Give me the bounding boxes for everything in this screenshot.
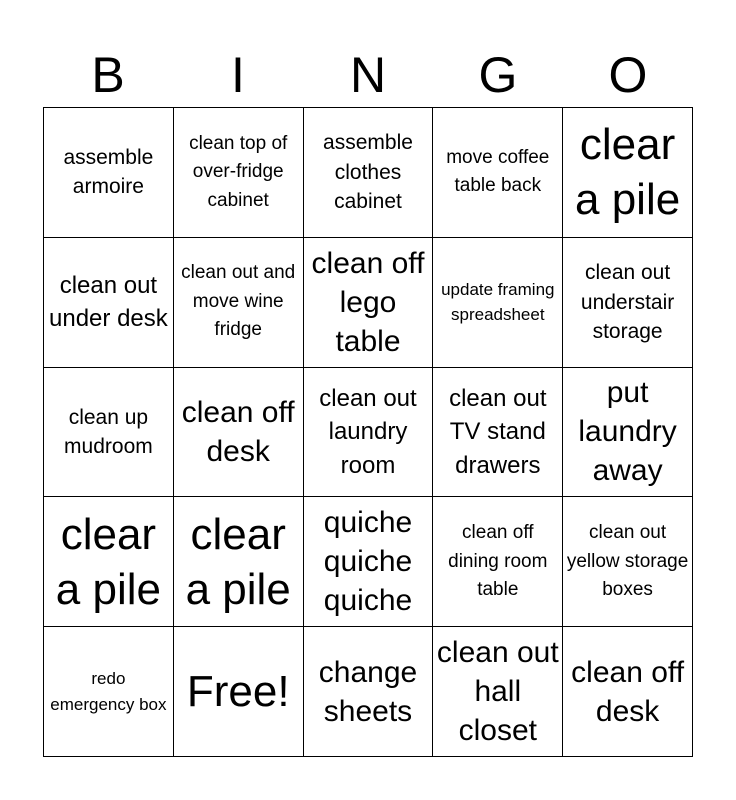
bingo-cell[interactable] — [174, 238, 304, 368]
header-letter-o: O — [608, 47, 648, 103]
cell-text: clean off dining room table — [448, 522, 548, 601]
bingo-cell[interactable] — [174, 368, 304, 498]
header-letter-g: G — [478, 47, 518, 103]
cell-text: clean out understair storage — [580, 261, 675, 343]
bingo-cell[interactable] — [563, 368, 693, 498]
bingo-cell[interactable] — [44, 497, 174, 627]
bingo-header — [43, 42, 693, 108]
cell-text: clean top of over-fridge cabinet — [189, 132, 288, 211]
cell-text: clear a pile — [575, 120, 681, 225]
cell-text: redo emergency box — [50, 669, 167, 714]
cell-text: clear a pile — [185, 509, 291, 614]
cell-text: clear a pile — [55, 509, 161, 614]
bingo-board — [43, 107, 693, 757]
bingo-cell[interactable] — [304, 368, 434, 498]
bingo-cell[interactable] — [563, 497, 693, 627]
bingo-cell[interactable] — [304, 238, 434, 368]
bingo-cell[interactable] — [174, 108, 304, 238]
bingo-cell[interactable] — [563, 238, 693, 368]
bingo-cell[interactable] — [433, 108, 563, 238]
cell-text: clean up mudroom — [64, 405, 153, 458]
cell-text: clean off lego table — [311, 246, 425, 358]
bingo-cell[interactable] — [304, 497, 434, 627]
bingo-cell[interactable] — [433, 238, 563, 368]
cell-text: clean out and move wine fridge — [181, 262, 296, 341]
cell-text: move coffee table back — [446, 146, 550, 197]
cell-text: clean out TV stand drawers — [449, 384, 547, 479]
bingo-cell[interactable] — [563, 108, 693, 238]
cell-text: assemble clothes cabinet — [323, 131, 413, 214]
cell-text: clean off desk — [181, 395, 295, 468]
cell-text: clean out yellow storage boxes — [566, 522, 689, 601]
cell-text: clean out hall closet — [436, 636, 559, 748]
cell-text: assemble armoire — [63, 146, 154, 199]
header-letter-i: I — [231, 47, 245, 103]
bingo-cell[interactable] — [174, 497, 304, 627]
bingo-cell[interactable] — [44, 238, 174, 368]
cell-text: update framing spreadsheet — [441, 279, 555, 325]
cell-text: put laundry away — [578, 376, 677, 488]
bingo-cell[interactable] — [433, 497, 563, 627]
bingo-cell[interactable] — [44, 108, 174, 238]
cell-text: clean off desk — [571, 655, 685, 728]
cell-text: clean out laundry room — [319, 384, 417, 479]
bingo-cell[interactable] — [304, 108, 434, 238]
free-space-cell[interactable] — [174, 627, 304, 757]
cell-text: clean out under desk — [49, 271, 168, 333]
bingo-cell[interactable] — [44, 368, 174, 498]
bingo-cell[interactable] — [433, 627, 563, 757]
bingo-cell[interactable] — [563, 627, 693, 757]
header-letter-b: B — [91, 47, 125, 103]
bingo-cell[interactable] — [44, 627, 174, 757]
header-letter-n: N — [349, 47, 387, 103]
cell-text: change sheets — [318, 655, 418, 728]
free-space-text: Free! — [186, 667, 290, 717]
bingo-cell[interactable] — [433, 368, 563, 498]
cell-text: quiche quiche quiche — [323, 506, 413, 618]
bingo-cell[interactable] — [304, 627, 434, 757]
